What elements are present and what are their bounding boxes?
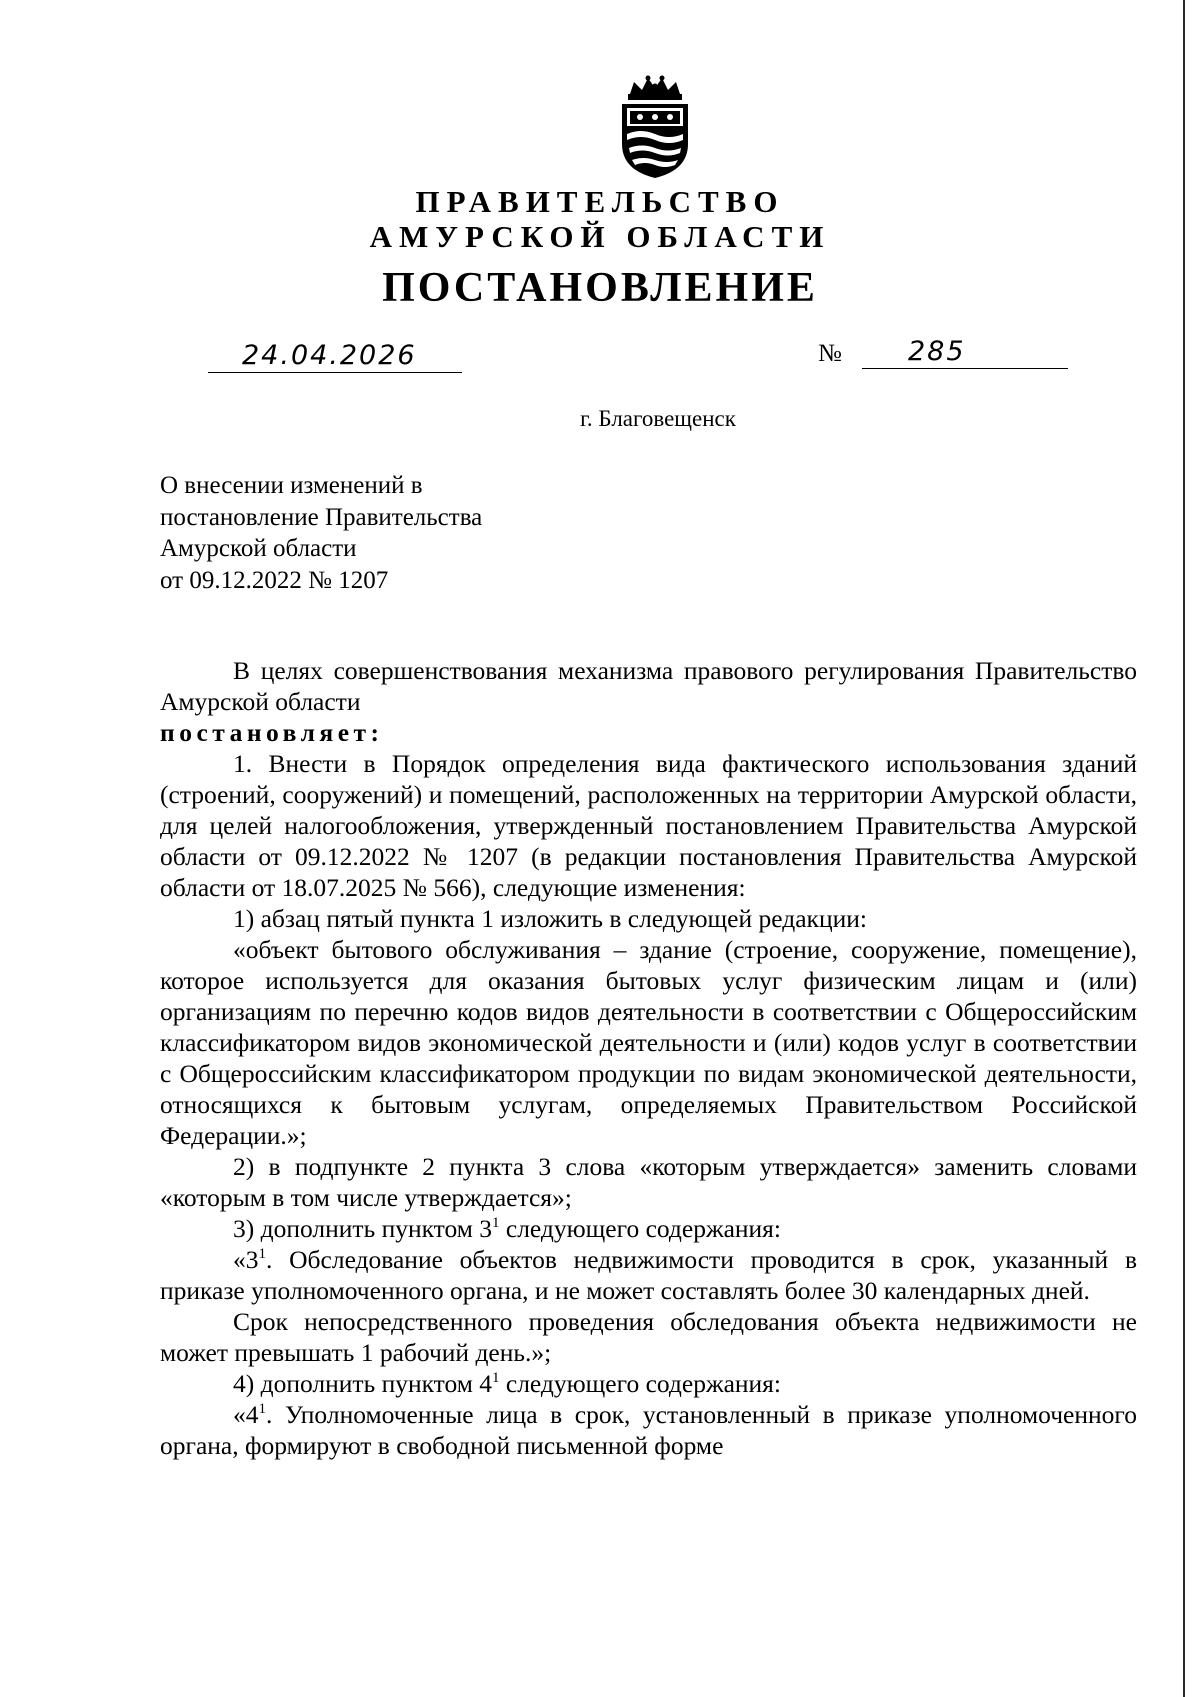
subitem-3-quote: «$3^1$. Обследование объектов недвижимости проводится в срок, указанный в приказе уполномоченного органа, и не может составлять более 30 календарных дней. [160, 1245, 1137, 1305]
city-label: г. Благовещенск [580, 406, 736, 431]
handwritten-number: 285 [908, 336, 966, 367]
subject-line: Амурской области [160, 535, 357, 562]
date-underline [208, 372, 462, 373]
subitem-3-term-paragraph: Срок непосредственного проведения обследования объекта недвижимости не может превышать 1 рабочий день.»; [160, 1307, 1137, 1367]
subject-line: О внесении изменений в [160, 472, 423, 499]
document-body [160, 655, 1137, 1461]
subitem-2-paragraph: 2) в подпункте 2 пункта 3 слова «которым утверждается» заменить словами «которым в том числе утверждается»; [160, 1152, 1137, 1212]
document-subject [160, 470, 482, 596]
handwritten-date: 24.04.2026 [242, 340, 417, 371]
number-sign: № [818, 340, 842, 367]
subitem-3-paragraph: 3) дополнить пунктом $3^1$ следующего содержания: [233, 1214, 781, 1243]
preamble-paragraph: В целях совершенствования механизма правового регулирования Правительство Амурской области [160, 656, 1137, 716]
resolves-word: постановляет: [160, 718, 384, 747]
government-title: ПРАВИТЕЛЬСТВО [415, 184, 785, 219]
region-title: АМУРСКОЙ ОБЛАСТИ [369, 219, 831, 254]
subitem-1-paragraph: 1) абзац пятый пункта 1 изложить в следующей редакции: [233, 904, 867, 933]
subject-line: постановление Правительства [160, 503, 483, 531]
number-underline [862, 368, 1068, 369]
subitem-1-quote: «объект бытового обслуживания – здание (строение, сооружение, помещение), которое используется для оказания бытовых услуг физическим лицам и (или) организациям по перечню кодов видов деятельности в соответствии с Общероссийским классификатором видов экономической деятельности и (или) кодов услуг в соответствии с Общероссийским классификатором продукции по видам экономической деятельности, относящихся к бытовым услугам, определяемых Правительством Российской Федерации.»; [160, 935, 1137, 1150]
subitem-4-paragraph: 4) дополнить пунктом $4^1$ следующего содержания: [233, 1369, 781, 1398]
item-1-paragraph: 1. Внести в Порядок определения вида фактического использования зданий (строений, сооружений) и помещений, расположенных на территории Амурской области, для целей налогообложения, утвержденный постановлением Правительства Амурской области от 09.12.2022 № 1207 (в редакции постановления Правительства Амурской области от 18.07.2025 № 566), следующие изменения: [160, 749, 1137, 902]
subitem-4-quote: «$4^1$. Уполномоченные лица в срок, установленный в приказе уполномоченного органа, формируют в свободной письменной форме [160, 1400, 1137, 1460]
subject-line: от 09.12.2022 № 1207 [160, 566, 389, 594]
document-type-title: ПОСТАНОВЛЕНИЕ [382, 265, 818, 311]
coat-of-arms-icon [612, 74, 698, 180]
